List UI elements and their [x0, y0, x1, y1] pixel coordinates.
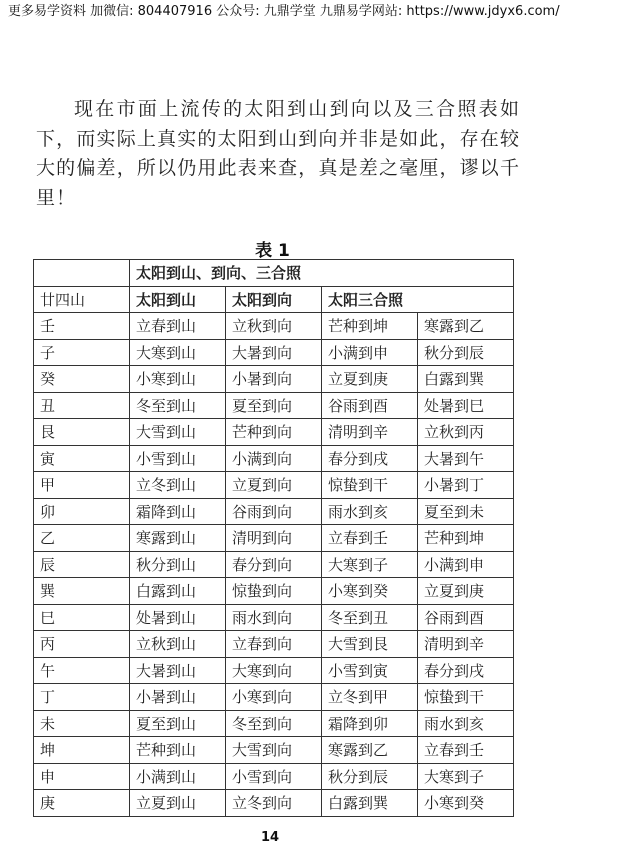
table-row — [34, 604, 514, 631]
table-row — [34, 684, 514, 711]
sun-at-facing-cell: 小寒到向 — [226, 684, 322, 711]
sun-at-facing-cell: 小雪到向 — [226, 763, 322, 790]
sanhe-first-cell: 寒露到乙 — [322, 737, 418, 764]
sun-at-mountain-cell: 立冬到山 — [130, 472, 226, 499]
sun-at-facing-cell: 小暑到向 — [226, 366, 322, 393]
sanhe-first-cell: 春分到戌 — [322, 445, 418, 472]
sun-at-facing-cell: 雨水到向 — [226, 604, 322, 631]
sun-at-mountain-cell: 芒种到山 — [130, 737, 226, 764]
sun-at-facing-cell: 春分到向 — [226, 551, 322, 578]
mountain-cell: 丑 — [34, 392, 130, 419]
sanhe-first-cell: 谷雨到酉 — [322, 392, 418, 419]
column-header-sun-sanhe: 太阳三合照 — [322, 286, 514, 313]
sanhe-second-cell: 秋分到辰 — [418, 339, 514, 366]
sanhe-first-cell: 冬至到丑 — [322, 604, 418, 631]
mountain-cell: 辰 — [34, 551, 130, 578]
body-paragraph: 现在市面上流传的太阳到山到向以及三合照表如下，而实际上真实的太阳到山到向并非是如此，存在较大的偏差，所以仍用此表来查，真是差之毫厘，谬以千里！ — [36, 98, 520, 209]
sun-at-facing-cell: 清明到向 — [226, 525, 322, 552]
table-row — [34, 551, 514, 578]
sun-at-facing-cell: 立冬到向 — [226, 790, 322, 817]
sun-at-facing-cell: 立春到向 — [226, 631, 322, 658]
column-header-sun-at-mountain: 太阳到山 — [130, 286, 226, 313]
table-row — [34, 790, 514, 817]
sun-at-facing-cell: 立秋到向 — [226, 313, 322, 340]
sun-at-facing-cell: 大雪到向 — [226, 737, 322, 764]
table-group-header: 太阳到山、到向、三合照 — [130, 260, 514, 287]
mountain-cell: 未 — [34, 710, 130, 737]
sun-at-mountain-cell: 秋分到山 — [130, 551, 226, 578]
sun-at-mountain-cell: 处暑到山 — [130, 604, 226, 631]
mountain-cell: 壬 — [34, 313, 130, 340]
sanhe-first-cell: 白露到巽 — [322, 790, 418, 817]
table-row — [34, 313, 514, 340]
table-row — [34, 366, 514, 393]
sun-at-mountain-cell: 大寒到山 — [130, 339, 226, 366]
table-row — [34, 763, 514, 790]
sun-at-mountain-cell: 小满到山 — [130, 763, 226, 790]
sanhe-second-cell: 清明到辛 — [418, 631, 514, 658]
sun-at-facing-cell: 夏至到向 — [226, 392, 322, 419]
column-header-sun-at-facing: 太阳到向 — [226, 286, 322, 313]
table-row — [34, 525, 514, 552]
sanhe-first-cell: 惊蛰到干 — [322, 472, 418, 499]
sanhe-first-cell: 霜降到卯 — [322, 710, 418, 737]
sanhe-second-cell: 小寒到癸 — [418, 790, 514, 817]
sanhe-first-cell: 立夏到庚 — [322, 366, 418, 393]
sanhe-first-cell: 小雪到寅 — [322, 657, 418, 684]
mountain-cell: 巳 — [34, 604, 130, 631]
sanhe-first-cell: 立冬到甲 — [322, 684, 418, 711]
sanhe-second-cell: 处暑到巳 — [418, 392, 514, 419]
column-header-mountain: 廿四山 — [34, 286, 130, 313]
mountain-cell: 丁 — [34, 684, 130, 711]
sun-at-facing-cell: 小满到向 — [226, 445, 322, 472]
sanhe-first-cell: 清明到辛 — [322, 419, 418, 446]
mountain-cell: 子 — [34, 339, 130, 366]
sun-at-mountain-cell: 立夏到山 — [130, 790, 226, 817]
table-row — [34, 737, 514, 764]
table-corner-cell — [34, 260, 130, 287]
sanhe-first-cell: 雨水到亥 — [322, 498, 418, 525]
mountain-cell: 庚 — [34, 790, 130, 817]
sun-at-mountain-cell: 冬至到山 — [130, 392, 226, 419]
sanhe-second-cell: 惊蛰到干 — [418, 684, 514, 711]
table-row — [34, 498, 514, 525]
sun-at-mountain-cell: 夏至到山 — [130, 710, 226, 737]
mountain-cell: 卯 — [34, 498, 130, 525]
mountain-cell: 寅 — [34, 445, 130, 472]
sanhe-first-cell: 秋分到辰 — [322, 763, 418, 790]
sanhe-first-cell: 小寒到癸 — [322, 578, 418, 605]
sanhe-second-cell: 大暑到午 — [418, 445, 514, 472]
sanhe-first-cell: 芒种到坤 — [322, 313, 418, 340]
sun-at-mountain-cell: 霜降到山 — [130, 498, 226, 525]
table-group-header-row — [34, 260, 514, 287]
table-row — [34, 339, 514, 366]
table-row — [34, 657, 514, 684]
sun-at-mountain-cell: 小寒到山 — [130, 366, 226, 393]
sanhe-second-cell: 雨水到亥 — [418, 710, 514, 737]
sun-at-mountain-cell: 寒露到山 — [130, 525, 226, 552]
table-row — [34, 631, 514, 658]
page-number: 14 — [260, 830, 280, 845]
sanhe-second-cell: 芒种到坤 — [418, 525, 514, 552]
table-row — [34, 392, 514, 419]
mountain-cell: 午 — [34, 657, 130, 684]
sanhe-first-cell: 立春到壬 — [322, 525, 418, 552]
table-row — [34, 445, 514, 472]
sun-at-facing-cell: 惊蛰到向 — [226, 578, 322, 605]
sanhe-second-cell: 立夏到庚 — [418, 578, 514, 605]
mountain-cell: 巽 — [34, 578, 130, 605]
sun-at-facing-cell: 谷雨到向 — [226, 498, 322, 525]
sanhe-second-cell: 白露到巽 — [418, 366, 514, 393]
sanhe-second-cell: 夏至到未 — [418, 498, 514, 525]
sanhe-second-cell: 春分到戌 — [418, 657, 514, 684]
sun-at-facing-cell: 立夏到向 — [226, 472, 322, 499]
sanhe-second-cell: 立春到壬 — [418, 737, 514, 764]
sun-at-facing-cell: 大暑到向 — [226, 339, 322, 366]
table-body — [34, 313, 514, 817]
sanhe-second-cell: 寒露到乙 — [418, 313, 514, 340]
sun-at-mountain-cell: 白露到山 — [130, 578, 226, 605]
sanhe-second-cell: 大寒到子 — [418, 763, 514, 790]
table-caption: 表 1 — [255, 241, 290, 261]
sun-at-facing-cell: 芒种到向 — [226, 419, 322, 446]
mountain-cell: 申 — [34, 763, 130, 790]
top-banner: 更多易学资料 加微信: 804407916 公众号: 九鼎学堂 九鼎易学网站: https://www.jdyx6.com/ — [8, 4, 560, 19]
sanhe-first-cell: 大寒到子 — [322, 551, 418, 578]
sanhe-first-cell: 小满到申 — [322, 339, 418, 366]
mountain-cell: 乙 — [34, 525, 130, 552]
sun-at-mountain-cell: 小暑到山 — [130, 684, 226, 711]
sun-at-mountain-cell: 大暑到山 — [130, 657, 226, 684]
mountain-cell: 艮 — [34, 419, 130, 446]
sun-at-mountain-cell: 大雪到山 — [130, 419, 226, 446]
sun-at-mountain-cell: 立春到山 — [130, 313, 226, 340]
table-row — [34, 578, 514, 605]
mountain-cell: 丙 — [34, 631, 130, 658]
sun-at-mountain-cell: 小雪到山 — [130, 445, 226, 472]
table-row — [34, 710, 514, 737]
table-row — [34, 472, 514, 499]
solar-lookup-table — [33, 259, 514, 817]
sun-at-facing-cell: 冬至到向 — [226, 710, 322, 737]
sanhe-first-cell: 大雪到艮 — [322, 631, 418, 658]
sanhe-second-cell: 谷雨到酉 — [418, 604, 514, 631]
mountain-cell: 甲 — [34, 472, 130, 499]
table-row — [34, 419, 514, 446]
sun-at-mountain-cell: 立秋到山 — [130, 631, 226, 658]
sanhe-second-cell: 立秋到丙 — [418, 419, 514, 446]
mountain-cell: 坤 — [34, 737, 130, 764]
table-column-header-row — [34, 286, 514, 313]
mountain-cell: 癸 — [34, 366, 130, 393]
sanhe-second-cell: 小暑到丁 — [418, 472, 514, 499]
sanhe-second-cell: 小满到申 — [418, 551, 514, 578]
sun-at-facing-cell: 大寒到向 — [226, 657, 322, 684]
